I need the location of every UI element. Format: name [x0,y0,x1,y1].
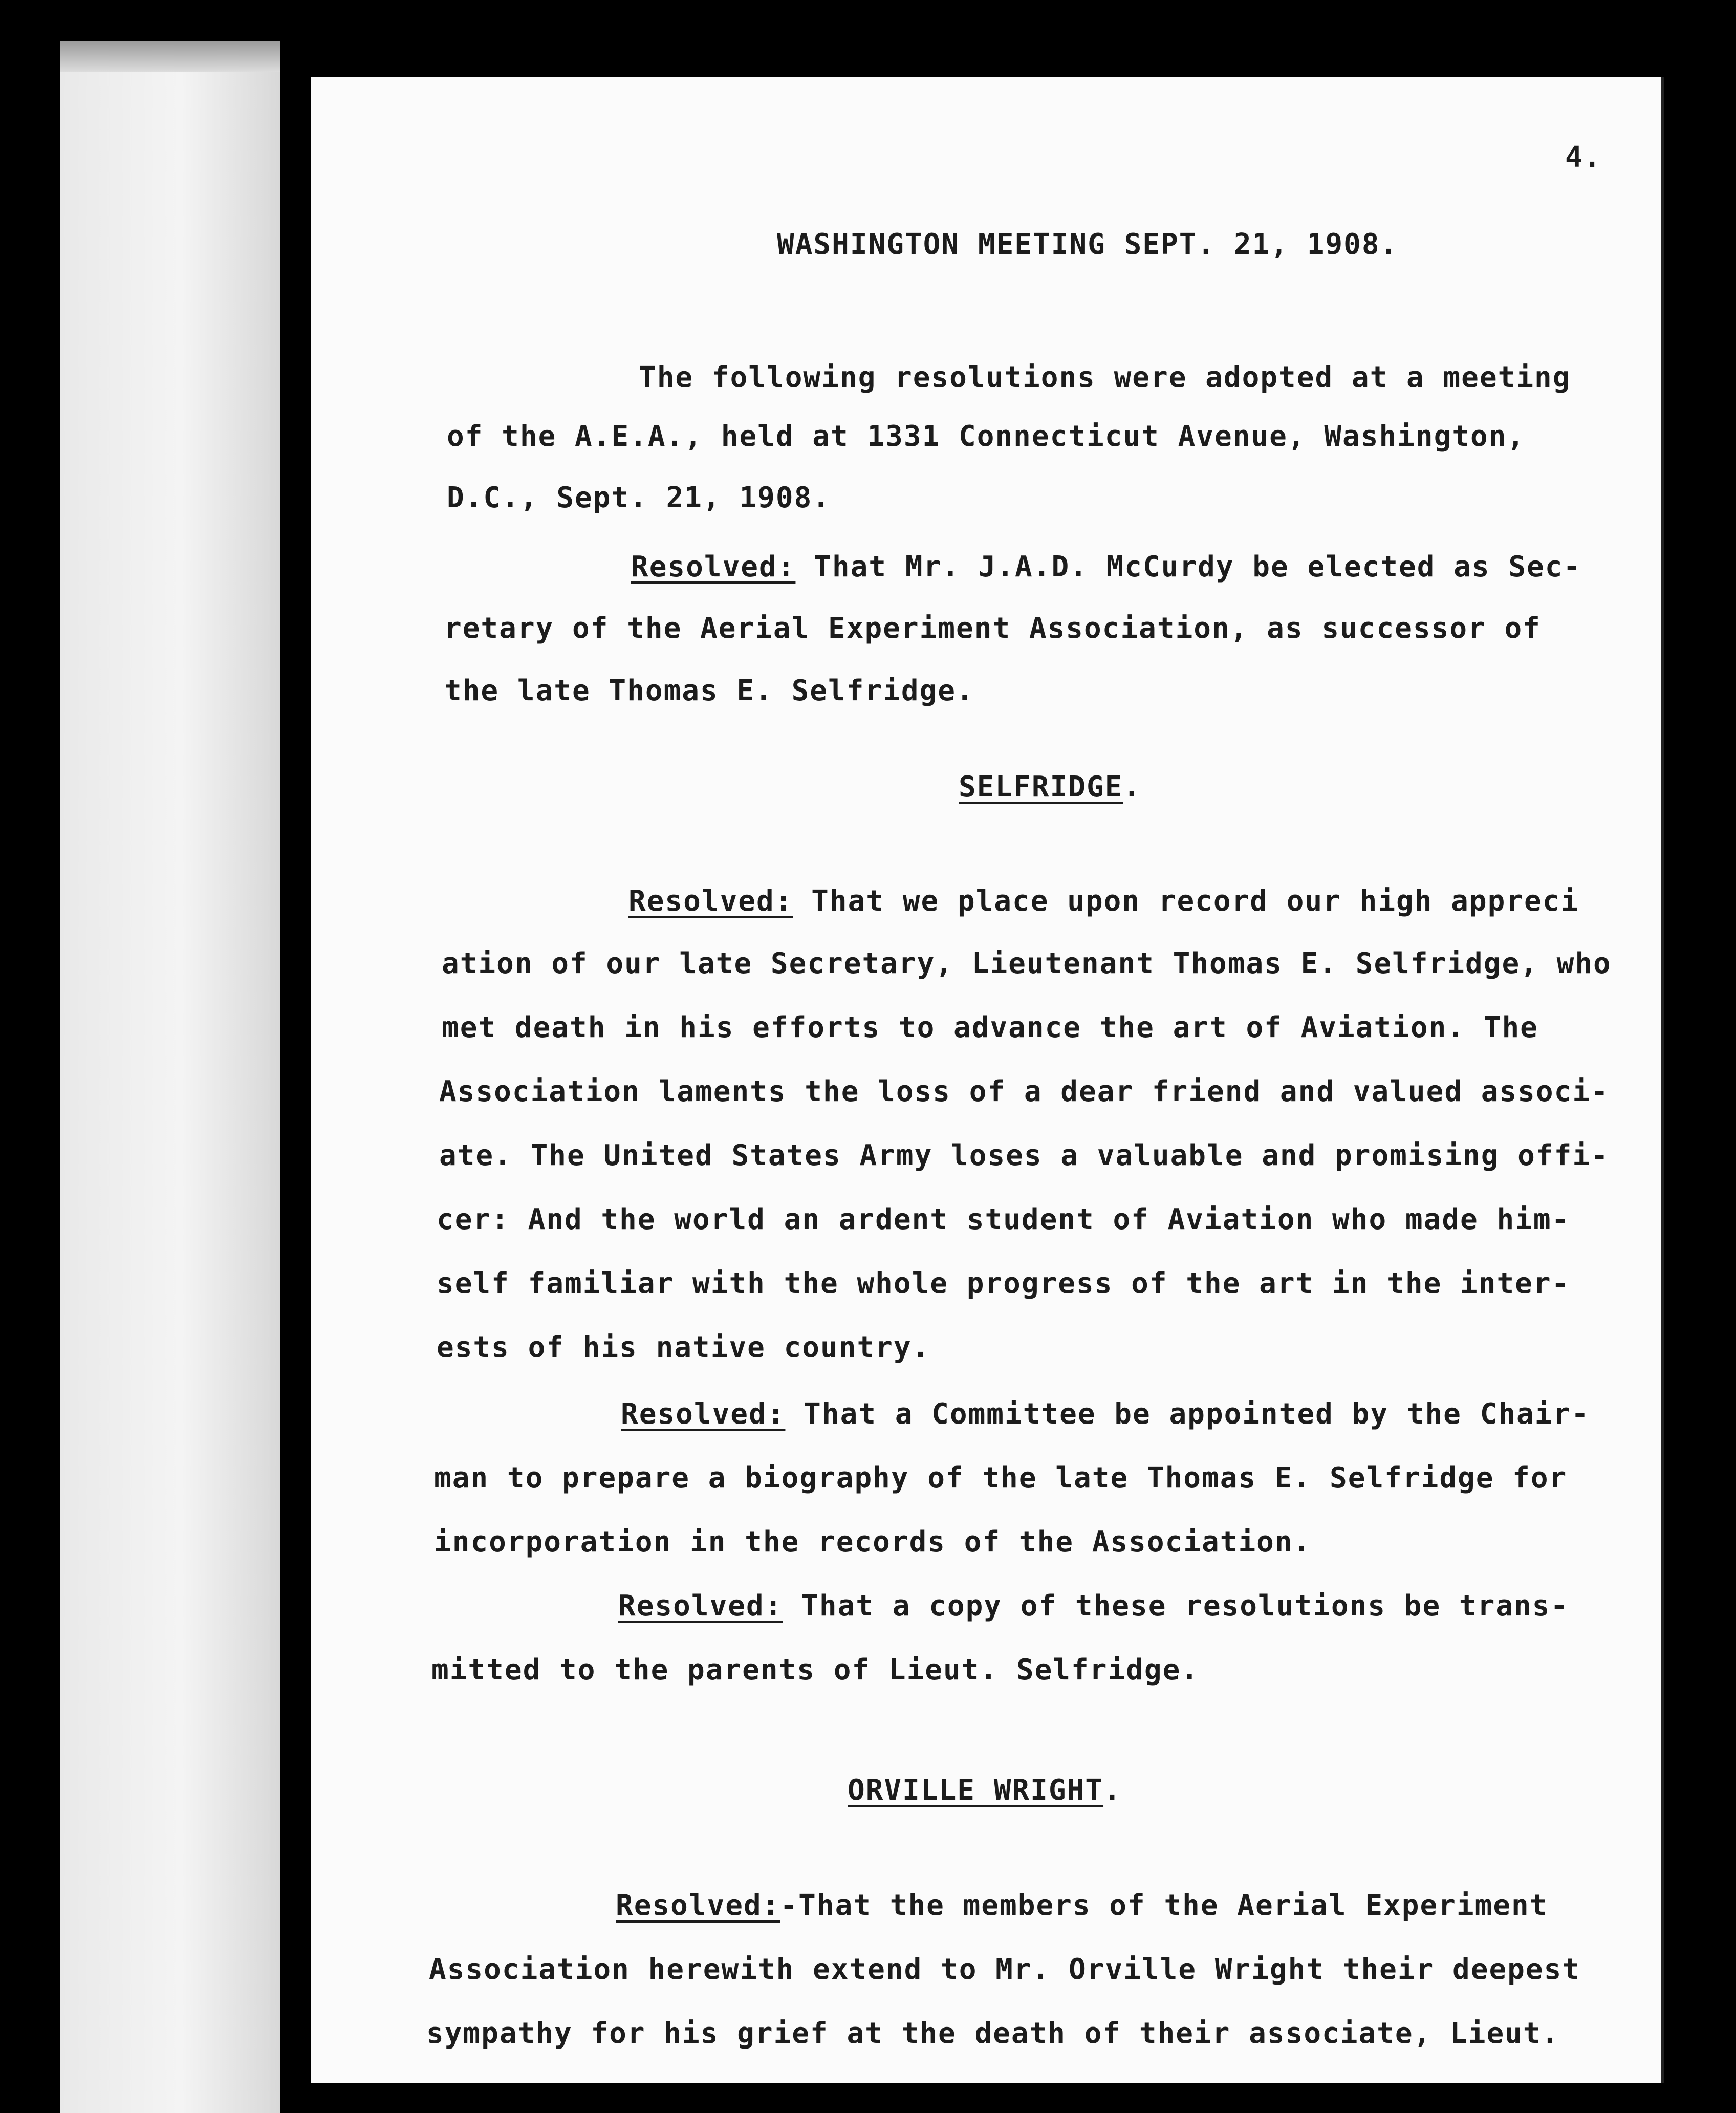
resolution-appreciation-line-1 [628,887,1579,916]
resolution-secretary-line-2: retary of the Aerial Experiment Association, as successor of [444,612,1541,645]
resolution-appreciation-line-8: ests of his native country. [437,1331,930,1364]
resolution-text: That a copy of these resolutions be trans- [783,1589,1569,1623]
resolution-text: That Mr. J.A.D. McCurdy be elected as Sec- [795,550,1582,584]
resolution-appreciation-line-4: Association laments the loss of a dear friend and valued associ- [439,1075,1609,1108]
page-number: 4. [1565,141,1602,174]
resolution-secretary-line-3: the late Thomas E. Selfridge. [444,674,974,707]
selfridge-heading [959,770,1142,804]
wright-heading-text: ORVILLE WRIGHT [848,1774,1104,1807]
resolution-committee-line-1 [621,1397,1590,1431]
intro-line-3: D.C., Sept. 21, 1908. [447,481,831,514]
adjacent-page-strip [60,47,280,2113]
wright-heading [848,1776,1122,1805]
selfridge-heading-period: . [1123,770,1142,804]
document-page [311,77,1662,2083]
book-binding-gutter [280,47,311,2113]
page-right-edge [1661,77,1664,2083]
resolution-text: That a Committee be appointed by the Chair- [785,1397,1590,1431]
resolution-appreciation-line-2: ation of our late Secretary, Lieutenant Thomas E. Selfridge, who [442,947,1612,980]
resolution-wright-line-3: sympathy for his grief at the death of their associate, Lieut. [426,2017,1560,2050]
resolution-text: -That the members of the Aerial Experiment [780,1889,1548,1922]
resolution-wright-line-1 [616,1891,1548,1920]
intro-line-2: of the A.E.A., held at 1331 Connecticut Avenue, Washington, [447,420,1526,453]
intro-line-1: The following resolutions were adopted at a meeting [639,361,1571,394]
selfridge-heading-text: SELFRIDGE [959,770,1123,804]
resolution-wright-line-2: Association herewith extend to Mr. Orville Wright their deepest [429,1953,1581,1986]
adjacent-page-top-shadow [60,41,280,72]
resolution-appreciation-line-5: ate. The United States Army loses a valuable and promising offi- [439,1139,1609,1172]
resolution-appreciation-line-6: cer: And the world an ardent student of Aviation who made him- [437,1203,1570,1236]
resolution-committee-line-2: man to prepare a biography of the late Thomas E. Selfridge for [434,1461,1568,1495]
resolved-label: Resolved: [621,1397,786,1431]
resolution-appreciation-line-3: met death in his efforts to advance the art of Aviation. The [442,1011,1538,1044]
meeting-heading: WASHINGTON MEETING SEPT. 21, 1908. [777,228,1399,261]
resolution-copy-line-1 [618,1589,1569,1623]
resolution-text: That we place upon record our high appreci [793,885,1579,918]
resolved-label: Resolved: [616,1889,780,1922]
resolved-label: Resolved: [628,885,793,918]
resolution-secretary-line-1 [631,550,1582,584]
resolution-copy-line-2: mitted to the parents of Lieut. Selfridge. [431,1653,1200,1687]
resolution-appreciation-line-7: self familiar with the whole progress of the art in the inter- [437,1267,1570,1300]
resolved-label: Resolved: [631,550,796,584]
resolution-committee-line-3: incorporation in the records of the Association. [434,1525,1312,1559]
wright-heading-period: . [1103,1774,1122,1807]
resolved-label: Resolved: [618,1589,783,1623]
